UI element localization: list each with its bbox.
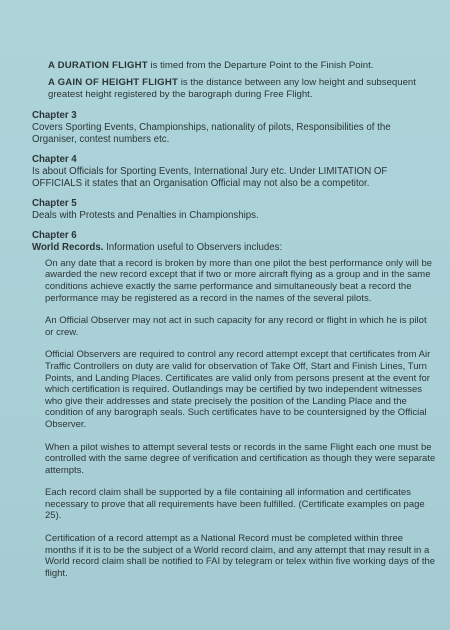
chapter-6-lead-text: Information useful to Observers includes: [103,241,283,253]
chapter-6-lead-bold: World Records. [32,241,104,253]
chapter-6-paragraphs [32,258,436,580]
chapter-5-section [32,198,436,222]
definition-term: A DURATION FLIGHT [48,60,148,71]
chapter-5-text: Deals with Protests and Penalties in Championships. [32,209,259,221]
chapter-6-title: Chapter 6 [32,229,77,241]
definitions [32,60,436,102]
paragraph-official-observer: An Official Observer may not act in such capacity for any record or flight in which he is pilot or crew. [45,315,427,338]
paragraph-observer-control: Official Observers are required to control any record attempt except that certificates from Air Traffic Controllers on duty are valid for observation of Take Off, Start and Finish Lines, Turn Points, and Landing Places. Certificates are valid only from persons present at the event for which certification is required. Outlandings may be certified by two independent witnesses who give their addresses and state precisely the position of the Landing Place and the condition of any barograph seals. Such certificates have to be countersigned by the Official Observer. [45,349,431,430]
definition-term: A GAIN OF HEIGHT FLIGHT [48,76,179,88]
definition-text: is the distance between any low height and subsequent greatest height registered by the barograph during Free Flight. [48,76,416,101]
paragraph-record-claim: Each record claim shall be supported by a file containing all information and certificates necessary to prove that all requirements have been fulfilled. (Certificate examples on page 25). [45,487,425,522]
definition-gain-of-height-flight [48,77,436,102]
chapter-4-section [32,154,436,190]
chapter-6-lead [32,242,436,254]
paragraph-several-tests: When a pilot wishes to attempt several tests or records in the same Flight each one must be controlled with the same degree of verification and certification as though they were separate attempts. [45,441,436,476]
chapter-6-section [32,230,436,580]
paragraph-national-record: Certification of a record attempt as a National Record must be completed within three months if it is to be the subject of a World record claim, and any attempt that may result in a World record claim shall be notified to FAI by telegram or telex within five working days of the flight. [45,533,436,579]
chapter-4-title: Chapter 4 [32,153,77,165]
chapter-5-title: Chapter 5 [32,197,77,209]
definition-text: is timed from the Departure Point to the Finish Point. [147,60,374,71]
chapter-3-section [32,110,436,146]
definition-duration-flight [48,60,436,73]
chapter-3-title: Chapter 3 [32,109,77,121]
chapter-3-text: Covers Sporting Events, Championships, nationality of pilots, Responsibilities of the Organiser, contest numbers etc. [32,121,391,145]
chapter-4-text: Is about Officials for Sporting Events, International Jury etc. Under LIMITATION OF OFFICIALS it states that an Organisation Official may not also be a competitor. [32,165,388,189]
paragraph-record-broken: On any date that a record is broken by more than one pilot the best performance only will be awarded the new record except that if two or more aircraft flying as a group and in the same conditions achieve exactly the same performance and simultaneously beat a record the performance may be registered as a record in the names of the several pilots. [45,257,433,304]
